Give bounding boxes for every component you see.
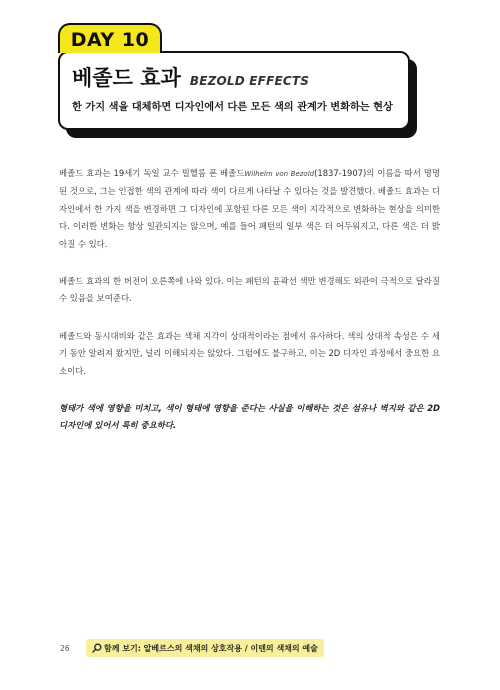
body-content [59,165,440,455]
subtitle: 한 가지 색을 대체하면 디자인에서 다른 모든 색의 관계가 변화하는 현상 [72,102,393,113]
paragraph-2: 베졸드 효과의 한 버전이 오른쪽에 나와 있다. 이는 패턴의 윤곽선 색만 변경해도 외관이 극적으로 달라질 수 있음을 보여준다. [59,276,440,304]
emphasis-paragraph: 형태가 색에 영향을 미치고, 색이 형태에 영향을 준다는 사실을 이해하는 것은 섬유나 벽지와 같은 2D 디자인에 있어서 특히 중요하다. [59,403,440,431]
page-number: 26 [60,644,70,653]
see-also-tag [86,639,324,657]
day-label-tab [58,23,162,53]
day-label: DAY 10 [70,29,150,51]
paragraph-1-start: 베졸드 효과는 19세기 독일 교수 빌헬름 폰 베졸드 [59,168,245,178]
title-row [72,62,309,92]
search-icon [92,643,102,653]
title-korean: 베졸드 효과 [72,66,181,90]
see-also-text: 함께 보기: 알베르스의 색채의 상호작용 / 이텐의 색채의 예술 [104,643,318,653]
paragraph-1-rest: (1837-1907)의 이름을 따서 명명된 것으로, 그는 인접한 색의 관계에 따라 색이 다르게 나타날 수 있다는 것을 발견했다. 베졸드 효과는 디자인에서 한 가지 색을 변경하면 그 디자인에 포함된 다른 모든 색이 지각적으로 변화하는 현상을 의미한다. 이러한 변화는 항상 일관되지는 않으며, 예를 들어 패턴의 일부 색은 더 어두워지고, 다른 색은 더 밝아질 수 있다. [59,168,440,249]
title-card [58,51,410,130]
paragraph-1 [59,165,440,253]
title-english: BEZOLD EFFECTS [189,74,310,88]
bezold-name-italic: Wilhelm von Bezold [244,170,315,178]
paragraph-3: 베졸드와 동시대비와 같은 효과는 색채 지각이 상대적이라는 점에서 유사하다. 색의 상대적 속성은 수 세기 동안 알려져 왔지만, 널리 이해되지는 않았다. 그럼에도 불구하고, 이는 2D 디자인 과정에서 중요한 요소이다. [59,330,440,376]
